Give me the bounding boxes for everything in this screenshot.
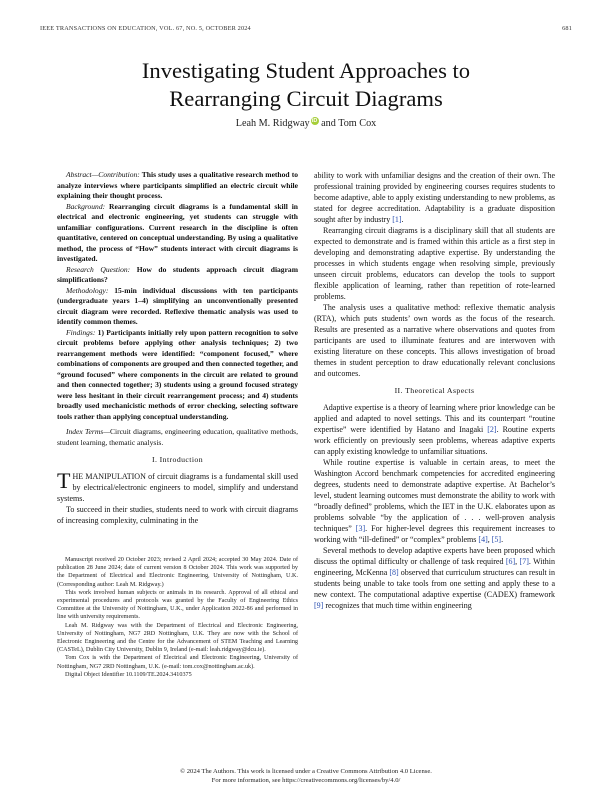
body-paragraph: Rearranging circuit diagrams is a disciplinary skill that all students are expected to demonstrate and is framed within this article as a first step in developing and demonstrating adaptive expertise. By understanding the processes in which students engage when resolving simple, previously unseen circuit problems, educators can develop the tools to support flexible application of learning, rather than repetition of rote-learned problems. [314,226,555,301]
title-line-2: Rearranging Circuit Diagrams [169,85,443,111]
citation-link[interactable]: [5] [491,534,502,544]
citation-link[interactable]: [8] [389,567,399,577]
footnote-author-2: Tom Cox is with the Department of Electrical and Electronic Engineering, University of Nottingham, NG7 2RD Nottingham, U.K. (e-mail: tom.cox@nottingham.ac.uk). [57,655,298,670]
index-terms: Index Terms—Circuit diagrams, engineering education, qualitative methods, student learning, thematic analysis. [57,427,298,447]
author-1: Leah M. Ridgway [235,118,310,129]
body-paragraph: While routine expertise is valuable in certain areas, to meet the Washington Accord benchmark competencies for accredited engineering degrees, students need to demonstrate adaptive expertise. At Bachelor’s level, student learning outcomes must demonstrate the ability to work with “broadly defined” problems, which the IET in the U.K. elaborates upon as problems solvable “by the application of . . . well-proven analysis techniques” [3]. For higher-level degrees this requirement increases to working with “ill-defined” or “complex” problems [4], [5]. [314,457,555,544]
abstract-research-question: Research Question: How do students approach circuit diagram simplifications? [57,264,298,284]
license-line-2[interactable]: For more information, see https://creativecommons.org/licenses/by/4.0/ [211,776,401,784]
license-notice [40,768,572,785]
abstract-methodology: Methodology: 15-min individual discussions with ten participants (undergraduate years 1–4) simplifying an unconventionally presented circuit diagram were recorded. Reflexive thematic analysis was used to identify common themes. [57,285,298,326]
intro-paragraph-1: THE MANIPULATION of circuit diagrams is a fundamental skill used by electrical/electronic engineers to model, simplify and understand systems. [57,467,298,503]
citation-link[interactable]: [9] [314,600,324,610]
abstract-findings: Findings: 1) Participants initially rely upon pattern recognition to solve circuit problems before applying other analysis techniques; 2) two rearrangement methods were identified: “component focused,” where combinations of components are grouped and then connected together, and “ground focused” where components in the circuit are related to ground and then connected together; 3) students using a ground focused strategy were less hesitant in their circuit rearrangement process; and 4) students broadly used mechanicistic methods of error checking, selecting software tools rather than applying conceptual understanding. [57,327,298,421]
introduction-section [57,455,298,526]
body-paragraph: Adaptive expertise is a theory of learning where prior knowledge can be applied and adapted to novel settings. This and its counterpart “routine expertise” were identified by Hatano and Inagaki [2]. Routine experts work efficiently on previously seen problems, whereas adaptive experts can apply existing knowledge to unfamiliar situations. [314,402,556,456]
citation-link[interactable]: [7] [519,556,529,566]
footnote-ethics: This work involved human subjects or animals in its research. Approval of all ethical and experimental procedures and protocols was granted by the Faculty of Engineering Ethics Committee at the University of Nottingham, U.K., under Application 2022-86 and performed in line with university requirements. [57,589,298,621]
abstract [57,170,298,448]
body-paragraph-continued: ability to work with unfamiliar designs and the creation of their own. The professional training provided by engineering courses requires students to become adaptive, able to apply existing understanding to new problems, as stated for degree accreditation. Adaptability is a graduate disposition sought after by industry [1]. [314,171,555,224]
abstract-contribution: Abstract—Contribution: This study uses a qualitative research method to analyze interviews where participants simplified an electric circuit while explaining their thought process. [57,170,298,200]
citation-link[interactable]: [1] [392,215,402,224]
drop-cap: T [57,467,71,493]
paper-title [60,57,552,112]
license-line-1: © 2024 The Authors. This work is licensed under a Creative Commons Attribution 4.0 License. [180,768,432,775]
section-heading-introduction: I. Introduction [151,455,204,464]
footnote-manuscript: Manuscript received 20 October 2023; revised 2 April 2024; accepted 30 May 2024. Date of publication 28 June 2024; date of current version 8 October 2024. This work was supported by the Department of Electrical and Electronic Engineering, University of Nottingham, U.K. (Corresponding author: Leah M. Ridgway.) [57,557,298,588]
footnotes [57,556,298,679]
title-line-1: Investigating Student Approaches to [141,58,471,83]
orcid-icon[interactable]: iD [311,118,318,124]
left-column [57,170,298,526]
right-column [314,170,555,611]
footnote-author-1: Leah M. Ridgway was with the Department of Electrical and Electronic Engineering, University of Nottingham, NG7 2RD Nottingham, U.K. They are now with the School of Electronic Engineering and the Centre for the Advancement of STEM Teaching and Learning (CASTeL), Dublin City University, Dublin 9, Ireland (e-mail: leah.ridgway@dcu.ie). [57,622,298,654]
page-number: 681 [562,25,572,32]
abstract-background: Background: Rearranging circuit diagrams is a fundamental skill in electrical and electronic engineering, yet students can struggle with unfamiliar configurations. Current research in the discipline is often quantitative, centered on conceptual understanding. By using a qualitative method, the process of “How” students interact with circuit diagrams is investigated. [57,201,298,263]
author-2: and Tom Cox [321,118,377,129]
author-line [60,117,552,129]
running-head [40,25,572,37]
body-paragraph: The analysis uses a qualitative method: reflexive thematic analysis (RTA), which puts students’ own words as the focus of the research. Results are presented as a narrative where observations and quotes from participants are used to illuminate features and are interwoven with existing literature on these concepts. This allows investigation of broad themes in student perception to draw educationally relevant conclusions and outcomes. [314,303,555,378]
body-paragraph: Several methods to develop adaptive experts have been proposed which discuss the optimal difficulty or challenge of task required [6], [7]. Within engineering, McKenna [8] observed that curriculum structures can result in students being unable to take tools from one setting and apply these to a new context. The computational adaptive expertise (CADEX) framework [9] recognizes that much time within engineering [314,545,556,610]
citation-link[interactable]: [3] [355,523,366,533]
intro-paragraph-2: To succeed in their studies, students need to work with circuit diagrams of increasing complexity, culminating in the [57,504,298,525]
footnote-doi: Digital Object Identifier 10.1109/TE.2024.3410375 [65,671,192,678]
citation-link[interactable]: [2] [487,424,497,434]
journal-header: IEEE TRANSACTIONS ON EDUCATION, VOL. 67, NO. 5, OCTOBER 2024 [40,25,251,32]
citation-link[interactable]: [6] [505,556,516,566]
section-heading-theoretical-aspects: II. Theoretical Aspects [394,386,475,395]
citation-link[interactable]: [4] [478,534,488,544]
